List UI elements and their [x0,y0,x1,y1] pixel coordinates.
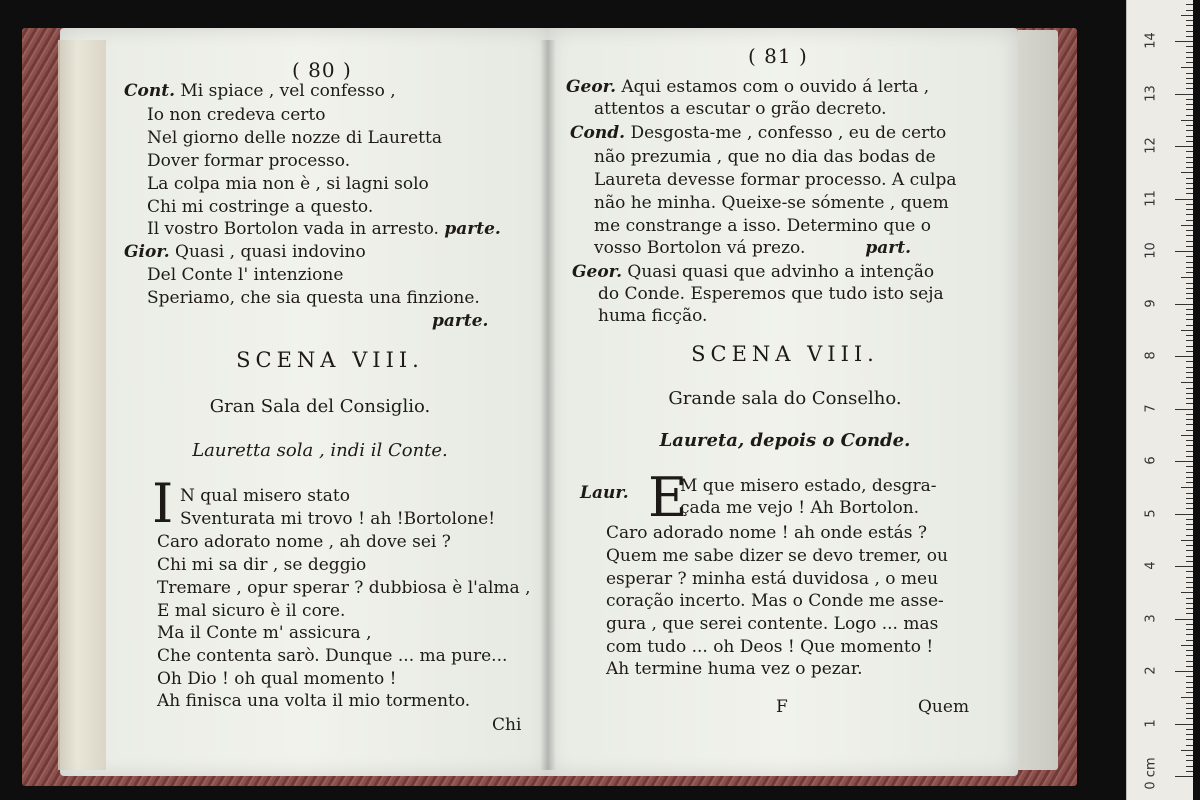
ruler-tick [1181,382,1193,383]
aria-line: N qual misero stato [180,486,350,506]
ruler-tick [1175,356,1193,357]
ruler-tick [1186,587,1193,588]
ruler-tick [1186,393,1193,394]
ruler-tick [1181,435,1193,436]
text-line: Laureta devesse formar processo. A culpa [594,170,957,190]
ruler-tick [1186,188,1193,189]
ruler-tick [1186,766,1193,767]
ruler-tick [1186,25,1193,26]
ruler-tick [1181,15,1193,16]
ruler-tick [1186,519,1193,520]
ruler-tick [1186,477,1193,478]
ruler-tick [1181,172,1193,173]
aria-line: Ah termine huma vez o pezar. [606,659,863,679]
ruler-tick [1186,115,1193,116]
ruler-number: 1 [1143,718,1159,728]
ruler-tick [1186,31,1193,32]
ruler-tick [1186,346,1193,347]
stage-direction: part. [865,238,912,258]
speaker-label: Gior. [124,242,170,262]
text-line: Geor. Aqui estamos com o ouvido á lerta , [566,77,930,97]
ruler-tick [1186,293,1193,294]
ruler-tick [1175,41,1193,42]
catchword: Quem [918,697,970,717]
ruler-tick [1186,151,1193,152]
ruler-tick [1186,298,1193,299]
ruler-tick [1186,676,1193,677]
ruler-tick [1175,671,1193,672]
ruler-tick [1175,461,1193,462]
ruler-tick [1186,430,1193,431]
ruler-tick [1181,540,1193,541]
drop-cap: E [648,466,688,529]
text-line: Cont. Mi spiace , vel confesso , [124,81,396,101]
aria-line: Quem me sabe dizer se devo tremer, ou [606,546,948,566]
ruler-tick [1186,288,1193,289]
ruler-tick [1186,230,1193,231]
ruler-tick [1186,178,1193,179]
ruler-tick [1175,566,1193,567]
ruler-tick [1186,220,1193,221]
text-line: Cond. Desgosta-me , confesso , eu de certo [570,123,947,143]
speaker-label: Cont. [124,81,175,101]
ruler-tick [1186,682,1193,683]
ruler-tick [1186,713,1193,714]
text-line: não prezumia , que no dia das bodas de [594,147,936,167]
aria-line: M que misero estado, desgra- [680,476,937,496]
ruler-tick [1186,335,1193,336]
ruler-tick [1186,629,1193,630]
aria-line: Che contenta sarò. Dunque ... ma pure... [157,646,508,666]
ruler-tick [1186,78,1193,79]
ruler-tick [1186,634,1193,635]
aria-line: Caro adorado nome ! ah onde estás ? [606,523,927,543]
ruler-tick [1175,724,1193,725]
ruler-tick [1186,157,1193,158]
ruler-tick [1186,598,1193,599]
ruler-tick [1186,125,1193,126]
signature-mark: F [776,697,788,717]
ruler-tick [1186,62,1193,63]
ruler-tick [1186,708,1193,709]
ruler-tick [1186,414,1193,415]
stage-direction: parte. [432,311,489,331]
text-line: huma ficção. [598,306,708,326]
text-line: Gior. Quasi , quasi indovino [124,242,366,262]
speaker-label: Geor. [572,262,622,282]
aria-line: gura , que serei contente. Logo ... mas [606,614,939,634]
ruler-tick [1186,582,1193,583]
ruler-tick [1186,624,1193,625]
ruler-tick [1181,592,1193,593]
ruler-tick [1186,235,1193,236]
aria-line: Ma il Conte m' assicura , [157,623,372,643]
ruler-tick [1186,319,1193,320]
ruler-tick [1186,136,1193,137]
ruler-tick [1186,503,1193,504]
ruler-tick [1186,556,1193,557]
ruler-tick [1186,739,1193,740]
ruler-tick [1186,524,1193,525]
text-line: me constrange a isso. Determino que o [594,216,931,236]
ruler-tick [1186,4,1193,5]
ruler-tick [1186,508,1193,509]
ruler-tick [1186,241,1193,242]
ruler-tick [1186,361,1193,362]
text-line: Del Conte l' intenzione [147,265,344,285]
scene-setting: Gran Sala del Consiglio. [209,396,431,417]
right-page-number: ( 81 ) [748,44,808,68]
aria-line: Chi mi sa dir , se deggio [157,555,367,575]
ruler-tick [1186,498,1193,499]
ruler-tick [1186,130,1193,131]
ruler-tick [1186,760,1193,761]
ruler-tick [1186,482,1193,483]
ruler-number: 4 [1143,561,1159,570]
ruler-tick [1186,529,1193,530]
ruler-tick [1175,409,1193,410]
text-line: Nel giorno delle nozze di Lauretta [147,128,442,148]
ruler-tick [1186,456,1193,457]
ruler-tick [1181,645,1193,646]
ruler-tick [1186,603,1193,604]
speaker-label: Laur. [580,483,629,503]
ruler-tick [1181,67,1193,68]
ruler-tick [1186,403,1193,404]
aria-line: Sventurata mi trovo ! ah !Bortolone! [180,509,496,529]
ruler-tick [1186,755,1193,756]
drop-cap: I [152,472,174,535]
ruler-tick [1186,661,1193,662]
aria-line: Caro adorato nome , ah dove sei ? [157,532,451,552]
aria-line: Ah finisca una volta il mio tormento. [157,691,471,711]
ruler-tick [1186,309,1193,310]
ruler-tick [1175,146,1193,147]
ruler-tick [1186,256,1193,257]
ruler-tick [1186,451,1193,452]
ruler-tick [1186,209,1193,210]
ruler-number: 8 [1143,351,1159,360]
ruler-tick [1186,283,1193,284]
ruler-number: 2 [1143,666,1159,675]
ruler-tick [1181,225,1193,226]
ruler-tick [1186,104,1193,105]
ruler-tick [1181,697,1193,698]
ruler-tick [1175,199,1193,200]
ruler-tick [1186,141,1193,142]
ruler-tick [1186,36,1193,37]
ruler-tick [1186,445,1193,446]
ruler-tick [1175,619,1193,620]
ruler-number: 5 [1143,508,1159,518]
ruler-tick [1186,703,1193,704]
aria-line: coração incerto. Mas o Conde me asse- [606,591,944,611]
ruler-tick [1181,750,1193,751]
ruler-tick [1186,729,1193,730]
ruler-tick [1186,472,1193,473]
aria-line: com tudo ... oh Deos ! Que momento ! [606,637,934,657]
ruler-number: 7 [1143,403,1159,413]
ruler-number: 9 [1143,298,1159,308]
text-line: attentos a escutar o grão decreto. [594,99,887,119]
text-line: não he minha. Queixe-se sómente , quem [594,193,949,213]
ruler-tick [1186,52,1193,53]
scene-characters: Lauretta sola , indi il Conte. [192,440,448,461]
left-page-number: ( 80 ) [292,58,352,82]
ruler-tick [1186,466,1193,467]
ruler-number: 3 [1143,613,1159,623]
ruler-tick [1186,398,1193,399]
speaker-label: Cond. [570,123,626,143]
ruler-tick [1186,388,1193,389]
ruler-number: 10 [1143,242,1159,259]
ruler-tick [1186,340,1193,341]
ruler-tick [1186,613,1193,614]
ruler-tick [1175,514,1193,515]
ruler-tick [1186,424,1193,425]
ruler-tick [1186,99,1193,100]
ruler-tick [1186,10,1193,11]
ruler-tick [1186,351,1193,352]
ruler-number: 14 [1143,32,1159,49]
ruler-unit-label: 0 cm [1143,757,1159,790]
ruler-tick [1186,183,1193,184]
ruler-tick [1186,246,1193,247]
scene-title: SCENA VIII. [236,348,424,372]
ruler-tick [1181,120,1193,121]
measuring-ruler [1126,0,1193,800]
ruler-number: 12 [1143,137,1159,154]
ruler-tick [1186,666,1193,667]
ruler-tick [1175,94,1193,95]
ruler-tick [1186,640,1193,641]
ruler-tick [1175,776,1193,777]
stage-direction: parte. [444,219,501,239]
ruler-tick [1186,109,1193,110]
book-gutter [540,40,556,770]
ruler-tick [1186,493,1193,494]
ruler-tick [1186,608,1193,609]
aria-line: esperar ? minha está duvidosa , o meu [606,569,939,589]
text-line: La colpa mia non è , si lagni solo [147,174,429,194]
ruler-tick [1186,650,1193,651]
aria-line: E mal sicuro è il core. [157,601,346,621]
ruler-tick [1186,73,1193,74]
ruler-tick [1181,487,1193,488]
ruler-tick [1186,162,1193,163]
aria-line: Oh Dio ! oh qual momento ! [157,669,397,689]
ruler-tick [1186,367,1193,368]
ruler-tick [1186,771,1193,772]
ruler-number: 11 [1143,189,1159,207]
ruler-tick [1186,571,1193,572]
ruler-tick [1186,687,1193,688]
ruler-tick [1186,83,1193,84]
ruler-tick [1181,330,1193,331]
catchword: Chi [492,715,522,735]
aria-line: çada me vejo ! Ah Bortolon. [680,498,920,518]
text-line: Dover formar processo. [147,151,351,171]
text-line: vosso Bortolon vá prezo. part. [594,238,912,258]
ruler-tick [1186,745,1193,746]
ruler-tick [1186,325,1193,326]
scene-characters: Laureta, depois o Conde. [659,430,911,451]
ruler-tick [1186,88,1193,89]
ruler-tick [1186,272,1193,273]
text-line: do Conde. Esperemos que tudo isto seja [598,284,944,304]
ruler-tick [1186,577,1193,578]
text-line: Io non credeva certo [147,105,326,125]
text-line: Speriamo, che sia questa una finzione. [147,288,480,308]
scene-setting: Grande sala do Conselho. [668,388,902,409]
ruler-tick [1186,692,1193,693]
ruler-tick [1186,214,1193,215]
speaker-label: Geor. [566,77,616,97]
ruler-tick [1186,204,1193,205]
back-pages-edge [1018,30,1058,770]
ruler-tick [1186,267,1193,268]
ruler-tick [1186,314,1193,315]
ruler-tick [1175,251,1193,252]
scene-title: SCENA VIII. [691,342,879,366]
ruler-tick [1186,262,1193,263]
aria-line: Tremare , opur sperar ? dubbiosa è l'alma , [157,578,531,598]
ruler-tick [1186,440,1193,441]
ruler-tick [1186,655,1193,656]
ruler-tick [1186,372,1193,373]
left-page-edge [58,40,106,770]
ruler-number: 13 [1143,84,1159,102]
ruler-tick [1186,419,1193,420]
ruler-tick [1186,57,1193,58]
ruler-tick [1186,46,1193,47]
ruler-number: 6 [1143,456,1159,465]
ruler-tick [1175,304,1193,305]
ruler-tick [1186,718,1193,719]
ruler-tick [1186,550,1193,551]
text-line: Chi mi costringe a questo. [147,197,374,217]
ruler-tick [1186,561,1193,562]
ruler-tick [1186,545,1193,546]
ruler-tick [1186,377,1193,378]
text-line: Geor. Quasi quasi que advinho a intenção [572,262,935,282]
ruler-tick [1181,277,1193,278]
ruler-tick [1186,734,1193,735]
ruler-tick [1186,167,1193,168]
ruler-tick [1186,193,1193,194]
ruler-tick [1186,535,1193,536]
ruler-tick [1186,20,1193,21]
text-line: Il vostro Bortolon vada in arresto. parte. [147,219,501,239]
